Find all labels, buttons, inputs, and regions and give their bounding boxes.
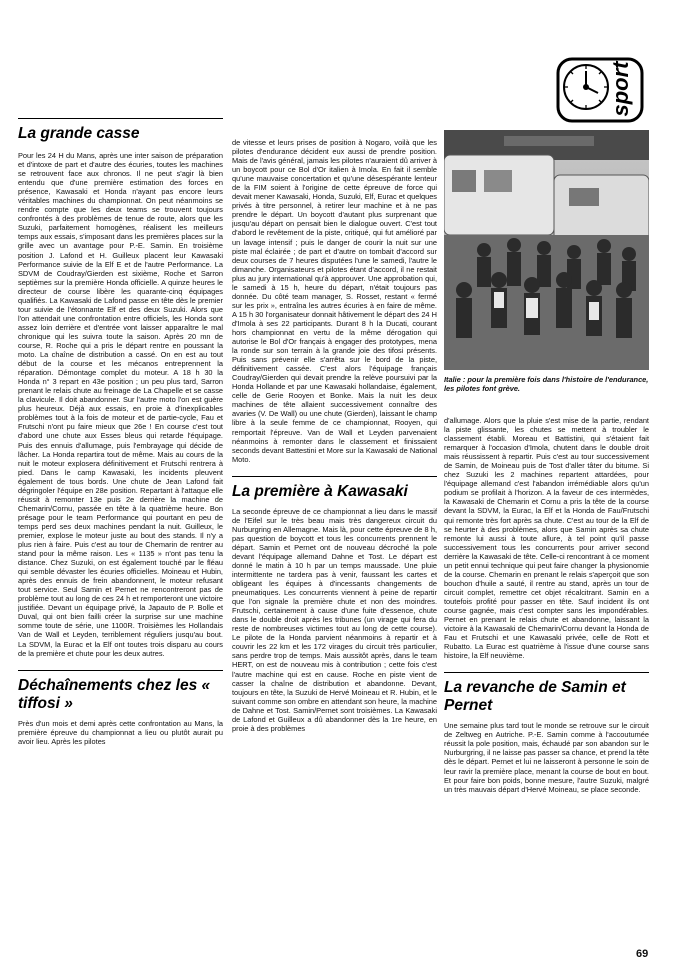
column-1 (18, 118, 223, 964)
page-number: 69 (636, 948, 649, 960)
article-title-la-premiere-a-kawasaki: La première à Kawasaki (232, 482, 408, 500)
sport-logo-label: sport (608, 61, 633, 117)
heading-rule (18, 118, 223, 119)
sport-section-logo (552, 55, 646, 125)
article-title-dechainements: Déchaînements chez les « tiffosi » (18, 676, 211, 712)
photo-caption: Italie : pour la première fois dans l'histoire de l'endurance, les pilotes font grève. (444, 375, 649, 393)
article-body: Une semaine plus tard tout le monde se retrouve sur le circuit de Zeltweg en Autriche. P.-E. Samin comme à l'accoutumée réussit la pole position, mais, échaudé par son abandon sur le Nurburgring, il ne laisse pas passer sa chance, et prend la tête dès le départ. Pernet et lui ne laisseront à personne le soin de leur ravir la première place, menant la course de bout en bout. Et pour faire bon poids, bonne mesure, l'autre Suzuki, malgré un très mauvais départ d'Hervé Moineau, se place seconde. (444, 721, 649, 794)
article-body: de vitesse et leurs prises de position à Nogaro, voilà que les pilotes d'endurance décident eux aussi de prendre position. Mais de l'avis général, jamais les pilotes n'auraient dû arriver à un boycott pour ce Bol d'Or italien à Imola. En fait il semble qu'une mauvaise concertation et qu'une désespérante lenteur de la FIM soient à l'origine de cette épreuve de force qui devait mener Kawasaki, Honda, Suzuki, Elf, Eurac et quelques privés à titre personnel, à retirer leur machine et à ne pas prendre le départ. Un boycott d'autant plus surprenant que jusqu'au départ on pensait bien le dialogue ouvert. C'est tout d'abord le revêtement de la piste, critiqué, qui fut amélioré par un lavage intensif ; puis le danger de courir la nuit sur une piste mal éclairée ; de part et d'autre on tombait d'accord sur deux courses de 7 heures disputées l'une le samedi, l'autre le dimanche. Organisateurs et pilotes étant d'accord, il ne restait plus au jury international qu'à approuver. Une approbation qui, le samedi à 15 h, heure du départ, n'était toujours pas donnée. Du côté team manager, S. Rosset, restant « fermé sur les prix », entraîna les autres écuries à en faire de même. A 15 h 30 l'organisateur donnait hâtivement le départ des 24 H d'Imola à ses 22 participants. Durant 8 h la Ducati, courant hors championnat en vertu de la même dérogation qui autorise le Bol d'Or français à engager des prototypes, mena la ronde sur son terrain à la grande joie des tifosi présents. Puis sans prévenir elle s'arrêta sur le bord de la piste, définitivement cassée. C'est alors l'équipage français Coudray/Gierden qui devait prendre la relève poursuivi par la Honda Hollande et par une Kawasaki hollandaise, également, celle de Gerie Rooyen et Bonke. Mais la nuit les deux machines de tête allaient successivement connaître des avaries (V. De Wall) ou une chute (Gierden), laissant le champ libre à la seule femme de ce championnat, Rooyen, qui remportait l'épreuve. Van de Wall et Leyden parvenaient néanmoins à remonter dans le classement et finissaient seconds devant Battestini et More sur la Kawasaki de National Moto. (232, 138, 437, 464)
heading-rule (444, 672, 649, 673)
article-body: La seconde épreuve de ce championnat a lieu dans le massif de l'Eifel sur le très beau mais très dangereux circuit du Nurburgring en Allemagne. Mais là, pour cette épreuve de 8 h, pas question de boycott et tous les concurrents prennent le départ. Samin et Pernet ont de nouveau décroché la pole devant l'équipage allemand Dahne et Tost. Le départ est donné le matin à 10 h par un temps maussade. Une pluie intermittente ne tardera pas à venir, faussant les cartes et obligeant les équipes à d'incessants changements de pneumatiques. Les concurrents viennent à peine de repartir que l'on signale la première chute et non des moindres. Frutschi, certainement à cause d'une fuite d'essence, chute dans le double droit après les tribunes (un virage qui fera du reste de nombreuses victimes tout au long de cette course). Le pilote de la Honda parvient néanmoins à repartir et à couvrir les 22 km et les 172 virages du circuit très particulier, sans perdre trop de temps. Mais aussitôt après, dans le team HERT, on est de nouveau mis à contribution ; cette fois c'est l'autre machine qui est en cause. Roche en piste vient de casser la chaîne de distribution et abandonne. Devant, toujours en tête, la Suzuki de Hervé Moineau et R. Hubin, et le suivant comme son ombre en attendant son heure, la machine de Dahne et Tost. Samin/Pernet sont troisièmes. La Kawasaki de Lafond et Guilleux a dû abandonner dès la 1re heure, en proie à des problèmes (232, 506, 437, 733)
heading-rule (18, 670, 223, 671)
column-3 (444, 416, 649, 946)
article-body: Pour les 24 H du Mans, après une inter saison de préparation et d'intoxe de part et d'autre des écuries, toutes les machines se retrouvent face aux chronos. Il ne peut s'agir là bien entendu que d'une première estimation des forces en présence, Kawasaki et Honda n'ayant pas encore leurs véritables machines du championnat. On peut néanmoins se rendre compte que les deux teams se trouvent toujours confrontés à des problèmes de tenue de route, alors que les Suzuki, parfaitement homogènes, réalisent les meilleurs temps aux essais, s'imposant dans les premières places sur la grille avec un avantage pour P.-E. Samin. En troisième position J. Lafond et H. Guilleux placent leur Kawasaki Performance suivie de la Elf E et de l'autre Performance. La SDVM de Coudray/Gierden est sixième, Roche et Sarron septièmes sur la première Honda officielle. A quinze heures le directeur de course libère les quarante-cinq équipages qualifiés. La Kawasaki de Lafond passe en tête dès le premier tour suivie de l'étonnante Elf et des deux Suzuki. Alors que l'on attendait une confrontation entre officiels, les Honda sont assez loin derrière et d'entrée vont laisser apparaître le mal chronique qui les suivra toute la saison. Après 20 mn de course, R. Roche qui a pris le départ rentre en poussant la moto. La chaîne de distribution a cassé. On en est au tout début de la course et les mécanos entreprennent la réparation. Démontage complet du moteur. A 18 h 30 la Honda n° 3 repart en 43e position ; un peu plus tard, Sarron prenant le relais chute au freinage de La Chapelle et se casse la clavicule. Il doit abandonner. Sur l'autre moto l'on est guère plus heureux. Déjà aux essais, en proie à d'inexplicables problèmes tout à la fois de moteur et de partie-cycle, Fau et Frutschi n'ont pu faire mieux que 26e ! En course c'est tout d'abord une chute aux Esses bleus qui retarde l'équipage. Puis des ennuis d'allumage, puis l'embrayage qui décide de lâcher. La Honda repartira tout de même. Mais au cours de la nuit le moteur explosera définitivement et Frutschi rentrera à pied. Dans le camp Kawasaki, les incidents pleuvent également de tous bords. Une chute de Jean Lafond fait dégringoler l'équipe en 28e position. Repartant à l'attaque elle réussit à remonter 13e puis 2e derrière la machine de Chemarin/Cornu, passée en tête à la quatrième heure. Bon présage pour le team Performance qui pourtant en peu de temps perd ses deux machines pendant la nuit. Guilleux, le premier, explose le moteur juste au bout des stands. Il n'y a plus rien à faire. Puis c'est au tour de Chemarin de rentrer au stand pour la même raison. Les « 1135 » n'ont pas tenu la distance. Chez Suzuki, on est également touché par le fléau qui semble dévaster les écuries officielles. Moineau et Hubin, après des ennuis de frein abandonnent, le moteur refusant tout service. Seul Samin et Pernet ne rencontreront pas de problème tout au long de ces 24 h et remporteront une victoire justifiée. Devant un équipage privé, la Japauto de P. Bolle et Duval, qui ont bien failli créer la surprise sur une machine somme toute de série, une 1100R. Troisièmes les Hollandais Van de Wall et Leyden, terriblement réguliers jusqu'au bout. La SDVM, la Eurac et la Elf ont toutes trois disparu au cours de la première et chute pour les deux autres. (18, 151, 223, 658)
heading-rule (232, 476, 437, 477)
article-body: d'allumage. Alors que la pluie s'est mise de la partie, rendant la piste glissante, les chutes se mettent à troubler le classement établi. Moreau et Battistini, qui s'étaient fait remarquer à l'occasion d'Imola, chutent dans le double droit mais réussissent à repartir. Puis c'est au tour successivement de Samin, de Moineau puis de Tost d'aller tâter du bitume. Si chez Suzuki les 2 machines repartent attardées, pour l'équipage allemand c'est l'abandon irrémédiable alors qu'un podium se profilait à l'horizon. A la faveur de ces intermèdes, la Kawasaki de Chemarin et Cornu a pris la tête de la course devant la SDVM, la Eurac, la Elf et la Honda de Fau/Frutschi qui remonte très fort après sa chute. C'est au tour de la Elf de se heurter à des problèmes, alors que Samin après sa chute remonte lui aussi à toute allure, à tel point qu'il passe successivement tous les concurrents pour arriver second derrière la Kawasaki de tête. Celle-ci rencontrant à ce moment un petit ennui technique qui peut faire changer la physionomie de la course. Chemarin en prenant le relais s'aperçoit que son bouchon d'huile a sauté, il rentre au stand, après un tour de circuit complet, remettre cet objet récalcitrant. Samin en a toutefois profité pour passer en tête. Sauf incident ils ont course gagnée, mais c'est compter sans les impondérables. Pernet en prenant le relais chute et abandonne, laissant la victoire à la Kawasaki de Chemarin/Cornu devant la Honda de Fau et Frutschi et une Kawasaki privée, celle de Rott et Rubatto. La Eurac est quatrième à l'issue d'une course sans histoire, la Elf neuvième. (444, 416, 649, 661)
column-2 (232, 118, 437, 964)
article-body: Près d'un mois et demi après cette confrontation au Mans, la première épreuve du championnat a lieu ou plutôt aurait pu avoir lieu. Après les pilotes (18, 718, 223, 746)
article-title-la-grande-casse: La grande casse (18, 125, 140, 142)
race-paddock-photo (444, 130, 649, 370)
article-title-la-revanche: La revanche de Samin et Pernet (444, 679, 626, 715)
